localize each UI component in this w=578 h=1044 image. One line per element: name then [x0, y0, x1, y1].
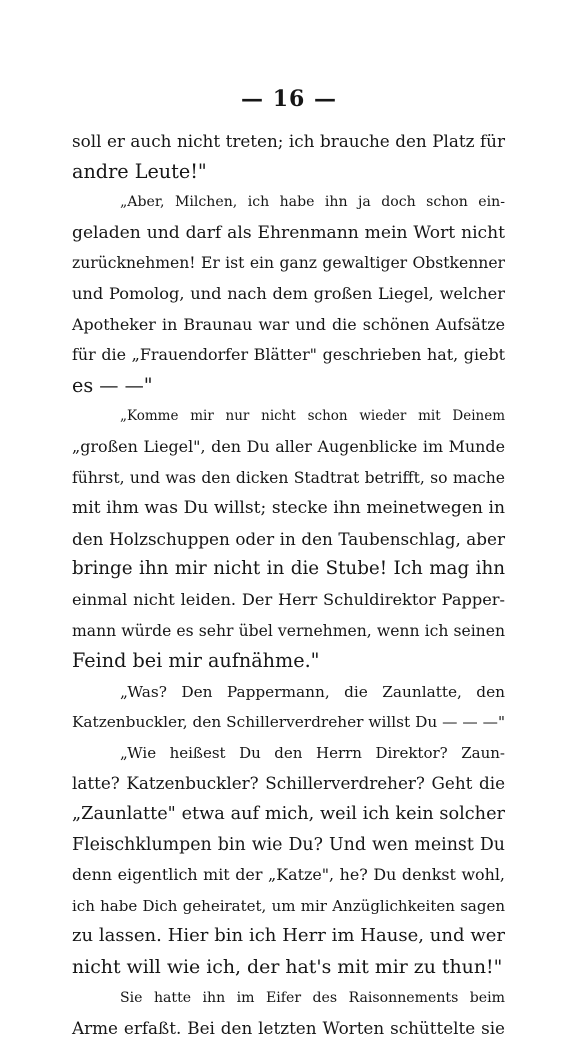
text-line: latte? Katzenbuckler? Schillerverdreher? Geht die: [72, 773, 505, 794]
text-line: den Holzschuppen oder in den Taubenschlag, aber: [72, 528, 505, 549]
text-line: Katzenbuckler, den Schillerverdreher willst Du — — —": [72, 713, 505, 732]
text-line: „Wie heißest Du den Herrn Direktor? Zaun-: [120, 743, 505, 762]
text-line: bringe ihn mir nicht in die Stube! Ich mag ihn: [72, 558, 505, 580]
text-line: Sie hatte ihn im Eifer des Raisonnements beim: [120, 989, 505, 1006]
text-line: mit ihm was Du willst; stecke ihn meinetwegen in: [72, 498, 505, 519]
text-line: Fleischklumpen bin wie Du? Und wen meinst Du: [72, 834, 505, 855]
text-line: für die „Frauendorfer Blätter" geschrieben hat, giebt: [72, 345, 505, 365]
text-line: Feind bei mir aufnähme.": [72, 649, 320, 673]
text-line: zurücknehmen! Er ist ein ganz gewaltiger Obstkenner: [72, 254, 505, 273]
text-line: andre Leute!": [72, 159, 207, 183]
text-line: ich habe Dich geheiratet, um mir Anzüglichkeiten sagen: [72, 896, 505, 915]
page-number: — 16 —: [241, 86, 337, 112]
text-line: es — —": [72, 373, 153, 397]
text-line: soll er auch nicht treten; ich brauche den Platz für: [72, 131, 505, 151]
text-line: zu lassen. Hier bin ich Herr im Hause, und wer: [72, 925, 505, 947]
text-line: „großen Liegel", den Du aller Augenblicke im Munde: [72, 436, 505, 456]
text-line: mann würde es sehr übel vernehmen, wenn ich seinen: [72, 621, 505, 640]
text-line: „Komme mir nur nicht schon wieder mit Deinem: [120, 408, 505, 425]
text-line: „Zaunlatte" etwa auf mich, weil ich kein solcher: [72, 804, 505, 825]
text-line: einmal nicht leiden. Der Herr Schuldirektor Papper-: [72, 589, 505, 609]
body-text: [72, 126, 505, 1044]
text-line: führst, und was den dicken Stadtrat betrifft, so mache: [72, 468, 505, 487]
text-line: „Was? Den Pappermann, die Zaunlatte, den: [120, 682, 505, 701]
text-line: nicht will wie ich, der hat's mit mir zu thun!": [72, 956, 503, 979]
text-line: geladen und darf als Ehrenmann mein Wort nicht: [72, 222, 505, 243]
text-line: denn eigentlich mit der „Katze", he? Du denkst wohl,: [72, 865, 505, 885]
text-line: und Pomolog, und nach dem großen Liegel, welcher: [72, 283, 505, 303]
text-line: Arme erfaßt. Bei den letzten Worten schüttelte sie: [72, 1018, 505, 1039]
text-line: „Aber, Milchen, ich habe ihn ja doch schon ein-: [120, 194, 505, 211]
text-line: Apotheker in Braunau war und die schönen Aufsätze: [72, 314, 505, 334]
